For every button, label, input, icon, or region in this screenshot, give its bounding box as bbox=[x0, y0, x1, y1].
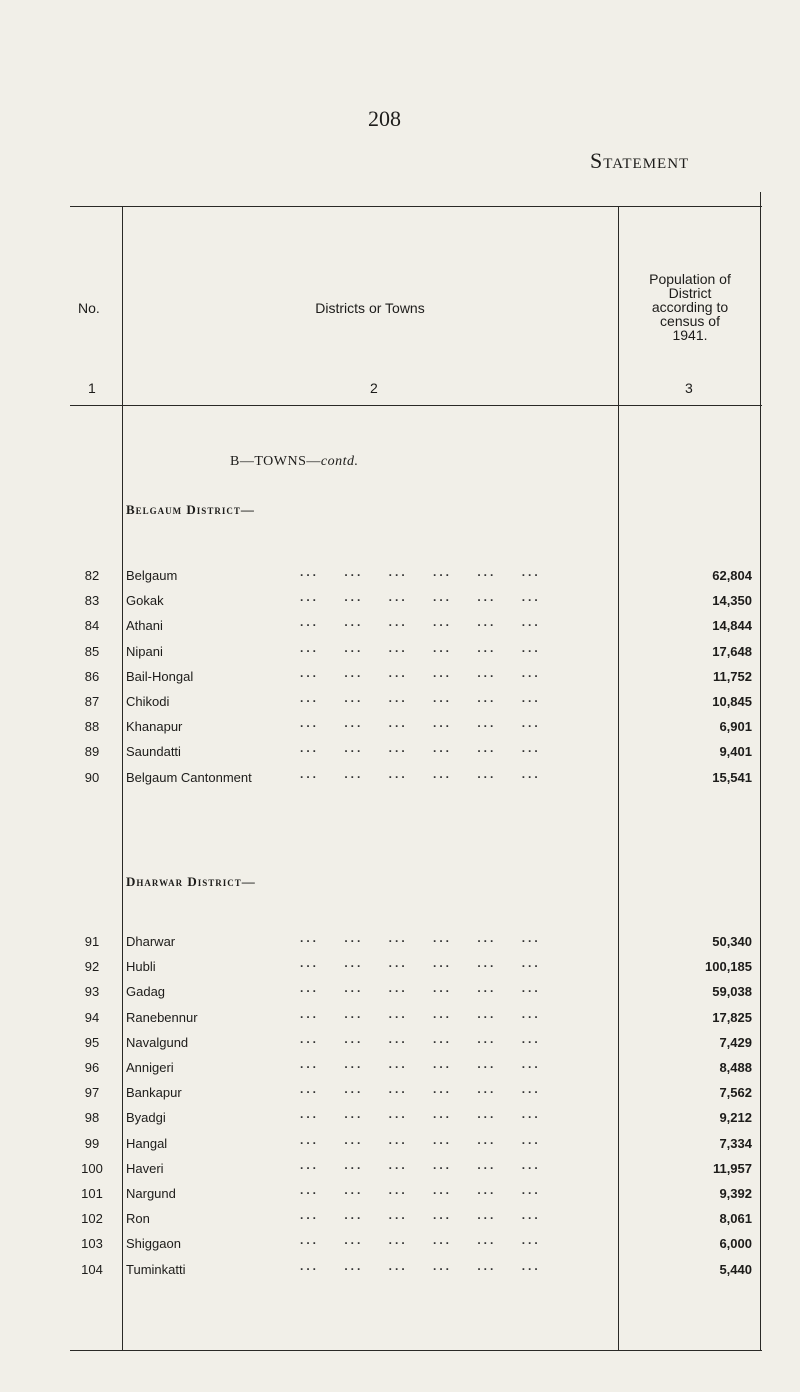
district-title: Belgaum District— bbox=[126, 502, 255, 517]
town-name: Hubli bbox=[126, 959, 156, 975]
table-row bbox=[70, 614, 762, 638]
row-number: 91 bbox=[84, 934, 100, 949]
leader-dots: ... ... ... ... ... ... bbox=[300, 1082, 541, 1097]
leader-dots: ... ... ... ... ... ... bbox=[300, 1057, 541, 1071]
table-row bbox=[70, 1258, 762, 1282]
leader-dots: ... ... ... ... ... ... bbox=[300, 1031, 541, 1046]
population-value: 8,061 bbox=[719, 1211, 752, 1227]
population-value: 9,401 bbox=[719, 744, 752, 760]
table-row bbox=[70, 564, 762, 588]
town-name: Athani bbox=[126, 618, 163, 634]
table-row bbox=[70, 955, 762, 979]
header-no: No. bbox=[78, 300, 100, 316]
leader-dots: ... ... ... ... ... ... bbox=[300, 931, 541, 945]
town-name: Tuminkatti bbox=[126, 1261, 186, 1277]
table-row bbox=[70, 740, 762, 764]
population-value: 17,648 bbox=[712, 643, 752, 659]
row-number: 98 bbox=[84, 1110, 100, 1126]
top-rule bbox=[70, 206, 762, 207]
row-number: 87 bbox=[84, 694, 100, 709]
row-number: 85 bbox=[84, 643, 100, 659]
leader-dots: ... ... ... ... ... ... bbox=[300, 665, 541, 680]
table-row bbox=[70, 980, 762, 1004]
population-value: 7,562 bbox=[719, 1085, 752, 1101]
leader-dots: ... ... ... ... ... ... bbox=[300, 1132, 541, 1147]
leader-dots: ... ... ... ... ... ... bbox=[300, 590, 541, 605]
leader-dots: ... ... ... ... ... ... bbox=[300, 716, 541, 731]
district-title: Dharwar District— bbox=[126, 874, 256, 889]
table-row bbox=[70, 1182, 762, 1206]
town-name: Byadgi bbox=[126, 1110, 166, 1126]
table-row bbox=[70, 766, 762, 790]
page-number: 208 bbox=[368, 106, 401, 131]
leader-dots: ... ... ... ... ... ... bbox=[300, 640, 541, 655]
statement-table bbox=[70, 192, 762, 1392]
row-number: 89 bbox=[84, 744, 100, 760]
population-value: 7,334 bbox=[719, 1135, 752, 1151]
population-value: 9,212 bbox=[719, 1110, 752, 1126]
row-number: 86 bbox=[84, 668, 100, 684]
population-value: 11,957 bbox=[712, 1160, 752, 1176]
town-name: Ranebennur bbox=[126, 1009, 198, 1025]
table-row bbox=[70, 1207, 762, 1231]
table-row bbox=[70, 589, 762, 613]
header-districts: Districts or Towns bbox=[315, 300, 425, 316]
table-row bbox=[70, 690, 762, 714]
population-value: 62,804 bbox=[712, 568, 752, 583]
row-number: 82 bbox=[84, 568, 100, 583]
town-name: Bankapur bbox=[126, 1085, 182, 1101]
header-population: Population of District according to census of 1941. bbox=[649, 271, 731, 343]
population-value: 6,000 bbox=[719, 1236, 752, 1252]
population-value: 10,845 bbox=[712, 694, 752, 709]
population-value: 59,038 bbox=[712, 984, 752, 1000]
table-row bbox=[70, 640, 762, 664]
table-row bbox=[70, 1006, 762, 1030]
population-value: 14,350 bbox=[712, 593, 752, 609]
town-name: Nipani bbox=[126, 643, 163, 659]
town-name: Belgaum bbox=[126, 568, 178, 583]
section-title: B—TOWNS—contd. bbox=[230, 454, 359, 469]
town-name: Shiggaon bbox=[126, 1236, 181, 1252]
town-name: Navalgund bbox=[126, 1034, 189, 1050]
row-number: 99 bbox=[84, 1135, 100, 1151]
leader-dots: ... ... ... ... ... ... bbox=[300, 766, 541, 781]
leader-dots: ... ... ... ... ... ... bbox=[300, 1258, 541, 1273]
table-row bbox=[70, 1157, 762, 1181]
row-number: 100 bbox=[81, 1160, 103, 1176]
leader-dots: ... ... ... ... ... ... bbox=[300, 1157, 541, 1172]
row-number: 104 bbox=[81, 1261, 103, 1277]
row-number: 102 bbox=[81, 1211, 103, 1227]
row-number: 95 bbox=[84, 1034, 100, 1050]
leader-dots: ... ... ... ... ... ... bbox=[300, 1183, 541, 1197]
table-row bbox=[70, 1031, 762, 1055]
leader-dots: ... ... ... ... ... ... bbox=[300, 615, 541, 630]
row-number: 90 bbox=[84, 769, 100, 785]
leader-dots: ... ... ... ... ... ... bbox=[300, 1107, 541, 1122]
table-row bbox=[70, 1056, 762, 1080]
town-name: Haveri bbox=[126, 1160, 164, 1176]
row-number: 101 bbox=[81, 1186, 103, 1201]
town-name: Gadag bbox=[126, 984, 166, 1000]
table-row bbox=[70, 1132, 762, 1156]
leader-dots: ... ... ... ... ... ... bbox=[300, 1208, 541, 1223]
town-name: Hangal bbox=[126, 1135, 168, 1151]
leader-dots: ... ... ... ... ... ... bbox=[300, 981, 541, 996]
population-value: 15,541 bbox=[712, 769, 752, 785]
row-number: 84 bbox=[84, 618, 100, 634]
population-value: 17,825 bbox=[712, 1009, 752, 1025]
population-value: 9,392 bbox=[719, 1186, 752, 1201]
table-row bbox=[70, 1081, 762, 1105]
leader-dots: ... ... ... ... ... ... bbox=[300, 1233, 541, 1248]
header-index-3: 3 bbox=[685, 380, 693, 396]
header-index-1: 1 bbox=[88, 380, 96, 396]
town-name: Belgaum Cantonment bbox=[126, 769, 252, 785]
population-value: 11,752 bbox=[712, 668, 752, 684]
table-row bbox=[70, 1106, 762, 1130]
town-name: Gokak bbox=[126, 593, 164, 609]
town-name: Ron bbox=[126, 1211, 150, 1227]
leader-dots: ... ... ... ... ... ... bbox=[300, 741, 541, 756]
row-number: 88 bbox=[84, 719, 100, 735]
table-row bbox=[70, 930, 762, 954]
header-rule bbox=[70, 405, 762, 406]
leader-dots: ... ... ... ... ... ... bbox=[300, 691, 541, 705]
row-number: 97 bbox=[84, 1085, 100, 1101]
leader-dots: ... ... ... ... ... ... bbox=[300, 565, 541, 579]
header-index-2: 2 bbox=[370, 380, 378, 396]
leader-dots: ... ... ... ... ... ... bbox=[300, 1006, 541, 1021]
page-heading: Statement bbox=[590, 148, 690, 173]
row-number: 92 bbox=[84, 959, 100, 975]
row-number: 103 bbox=[81, 1236, 103, 1252]
population-value: 100,185 bbox=[705, 959, 752, 975]
population-value: 50,340 bbox=[712, 934, 752, 949]
population-value: 7,429 bbox=[719, 1034, 752, 1050]
row-number: 96 bbox=[84, 1060, 100, 1075]
population-value: 5,440 bbox=[719, 1261, 752, 1277]
population-value: 14,844 bbox=[712, 618, 752, 634]
table-row bbox=[70, 1232, 762, 1256]
town-name: Annigeri bbox=[126, 1060, 174, 1075]
row-number: 83 bbox=[84, 593, 100, 609]
town-name: Bail-Hongal bbox=[126, 668, 194, 684]
bottom-rule bbox=[70, 1350, 762, 1351]
leader-dots: ... ... ... ... ... ... bbox=[300, 956, 541, 971]
row-number: 94 bbox=[84, 1009, 100, 1025]
population-value: 6,901 bbox=[719, 719, 752, 735]
town-name: Khanapur bbox=[126, 719, 183, 735]
row-number: 93 bbox=[84, 984, 100, 1000]
table-row bbox=[70, 665, 762, 689]
town-name: Saundatti bbox=[126, 744, 181, 760]
town-name: Dharwar bbox=[126, 934, 176, 949]
population-value: 8,488 bbox=[719, 1060, 752, 1075]
table-row bbox=[70, 715, 762, 739]
town-name: Nargund bbox=[126, 1186, 176, 1201]
town-name: Chikodi bbox=[126, 694, 170, 709]
